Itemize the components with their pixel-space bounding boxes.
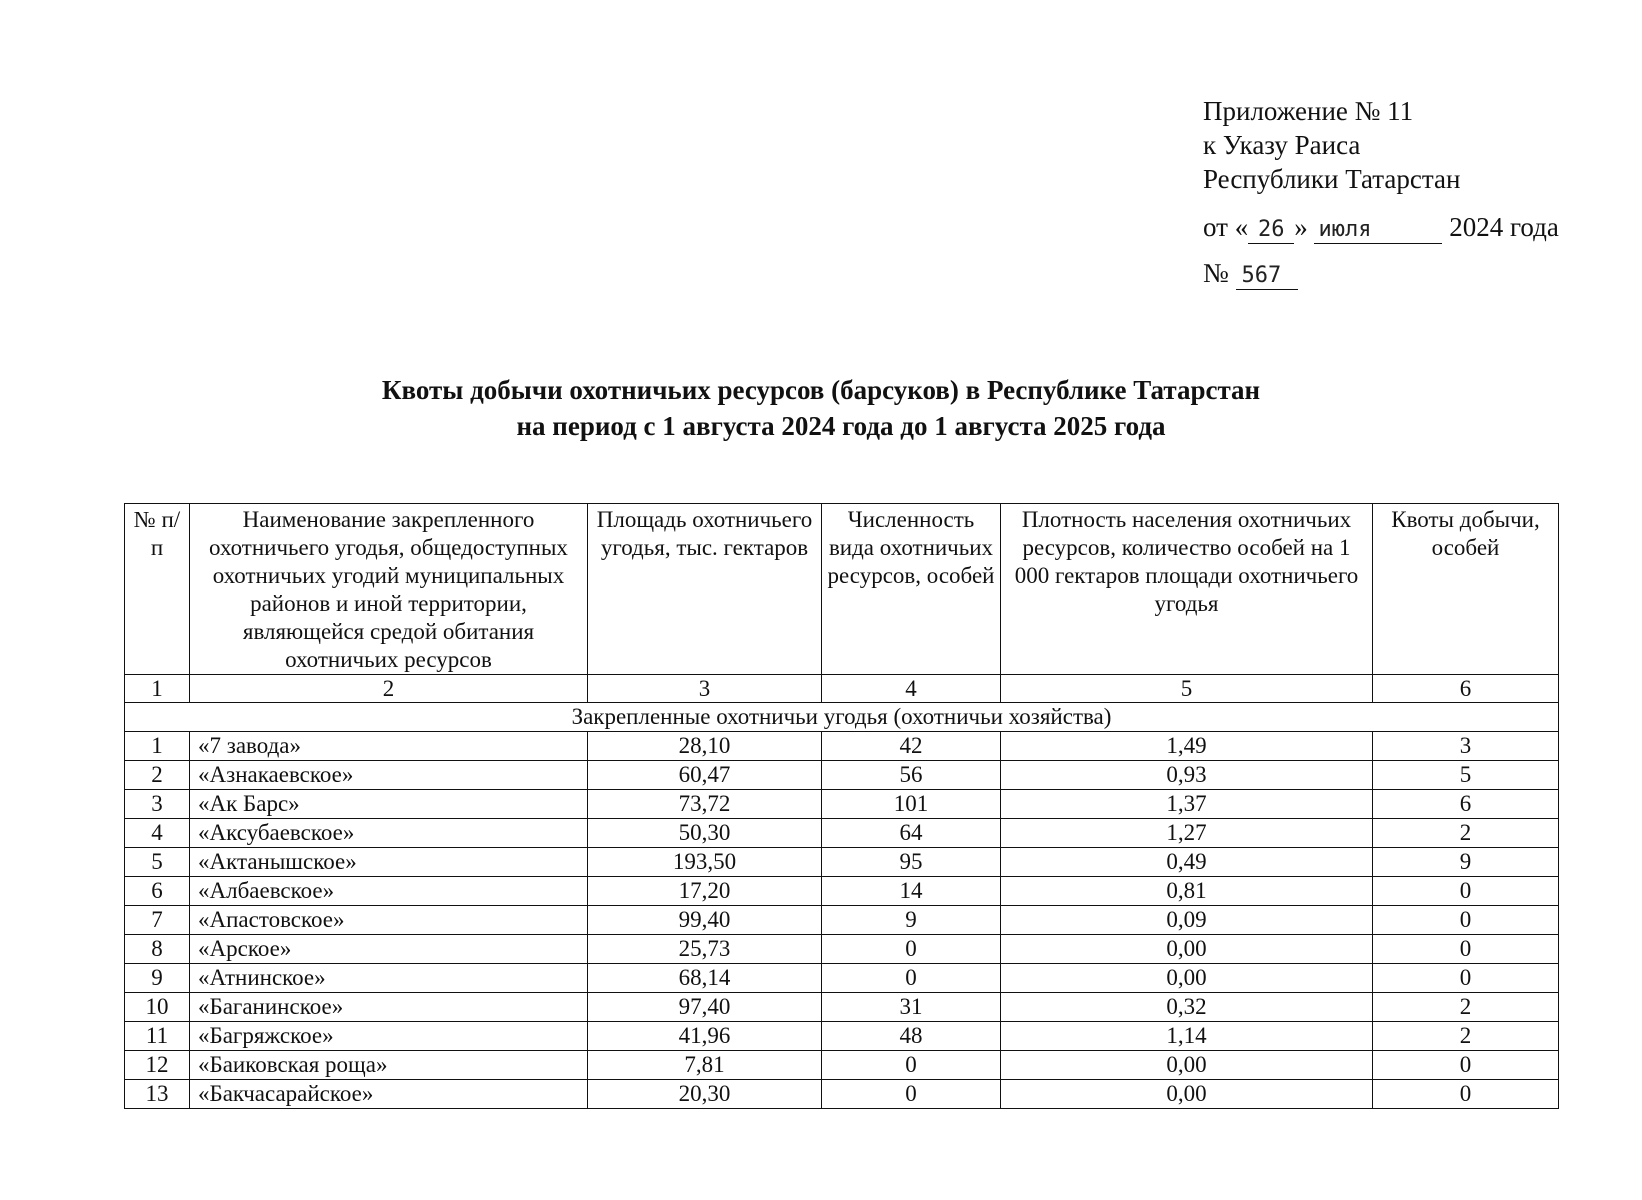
- row-number: 4: [125, 819, 190, 848]
- date-quote-close: »: [1294, 212, 1308, 242]
- appendix-decree-ref: к Указу Раиса: [1203, 130, 1361, 160]
- header-name: Наименование закрепленного охотничьего угодья, общедоступных охотничьих угодий муниципальных районов и иной территории, являющейся средой обитания охотничьих ресурсов: [190, 504, 588, 675]
- hunting-ground-name: «Ак Барс»: [190, 790, 588, 819]
- date-month-handwritten: июля: [1314, 217, 1442, 244]
- date-year: 2024 года: [1449, 212, 1559, 242]
- population-count: 14: [822, 877, 1001, 906]
- population-count: 0: [822, 1080, 1001, 1109]
- date-day-handwritten: 26: [1248, 217, 1294, 244]
- table-body: [125, 732, 1559, 1109]
- population-count: 64: [822, 819, 1001, 848]
- date-prefix: от «: [1203, 212, 1249, 242]
- hunting-ground-name: «7 завода»: [190, 732, 588, 761]
- density-value: 1,27: [1001, 819, 1373, 848]
- area-value: 17,20: [588, 877, 822, 906]
- hunting-ground-name: «Актанышское»: [190, 848, 588, 877]
- area-value: 73,72: [588, 790, 822, 819]
- density-value: 1,14: [1001, 1022, 1373, 1051]
- quota-value: 6: [1373, 790, 1559, 819]
- quota-value: 5: [1373, 761, 1559, 790]
- header-row: [125, 504, 1559, 675]
- row-number: 8: [125, 935, 190, 964]
- header-count: Численность вида охотничьих ресурсов, особей: [822, 504, 1001, 675]
- density-value: 0,93: [1001, 761, 1373, 790]
- hunting-ground-name: «Баганинское»: [190, 993, 588, 1022]
- density-value: 0,32: [1001, 993, 1373, 1022]
- population-count: 95: [822, 848, 1001, 877]
- column-number: 3: [588, 675, 822, 703]
- density-value: 0,00: [1001, 1080, 1373, 1109]
- hunting-ground-name: «Бакчасарайское»: [190, 1080, 588, 1109]
- section-title: Закрепленные охотничьи угодья (охотничьи хозяйства): [125, 703, 1559, 732]
- hunting-ground-name: «Баиковская роща»: [190, 1051, 588, 1080]
- number-prefix: №: [1203, 258, 1229, 288]
- row-number: 6: [125, 877, 190, 906]
- area-value: 7,81: [588, 1051, 822, 1080]
- quota-value: 0: [1373, 877, 1559, 906]
- density-value: 1,37: [1001, 790, 1373, 819]
- table-row: [125, 1051, 1559, 1080]
- area-value: 25,73: [588, 935, 822, 964]
- hunting-ground-name: «Багряжское»: [190, 1022, 588, 1051]
- table-row: [125, 848, 1559, 877]
- density-value: 1,49: [1001, 732, 1373, 761]
- population-count: 0: [822, 1051, 1001, 1080]
- row-number: 1: [125, 732, 190, 761]
- area-value: 97,40: [588, 993, 822, 1022]
- quota-value: 2: [1373, 819, 1559, 848]
- quota-table: [124, 503, 1559, 1109]
- header-number: № п/п: [125, 504, 190, 675]
- row-number: 11: [125, 1022, 190, 1051]
- row-number: 7: [125, 906, 190, 935]
- area-value: 28,10: [588, 732, 822, 761]
- column-number: 6: [1373, 675, 1559, 703]
- density-value: 0,09: [1001, 906, 1373, 935]
- row-number: 9: [125, 964, 190, 993]
- row-number: 10: [125, 993, 190, 1022]
- quota-value: 0: [1373, 906, 1559, 935]
- appendix-title: Приложение № 11: [1203, 96, 1414, 126]
- quota-value: 2: [1373, 993, 1559, 1022]
- header-density: Плотность населения охотничьих ресурсов, количество особей на 1 000 гектаров площади охотничьего угодья: [1001, 504, 1373, 675]
- row-number: 3: [125, 790, 190, 819]
- quota-value: 0: [1373, 1080, 1559, 1109]
- population-count: 42: [822, 732, 1001, 761]
- table-row: [125, 819, 1559, 848]
- hunting-ground-name: «Аксубаевское»: [190, 819, 588, 848]
- quota-value: 0: [1373, 935, 1559, 964]
- table-row: [125, 1080, 1559, 1109]
- appendix-number: [1203, 256, 1603, 290]
- column-number: 1: [125, 675, 190, 703]
- table-row: [125, 935, 1559, 964]
- appendix-date: [1203, 210, 1603, 244]
- area-value: 99,40: [588, 906, 822, 935]
- quota-value: 9: [1373, 848, 1559, 877]
- area-value: 193,50: [588, 848, 822, 877]
- title-line-1: Квоты добычи охотничьих ресурсов (барсуков) в Республике Татарстан: [381, 375, 1261, 405]
- column-number: 4: [822, 675, 1001, 703]
- density-value: 0,00: [1001, 935, 1373, 964]
- density-value: 0,00: [1001, 964, 1373, 993]
- row-number: 13: [125, 1080, 190, 1109]
- area-value: 50,30: [588, 819, 822, 848]
- table-row: [125, 993, 1559, 1022]
- header-quota: Квоты добычи, особей: [1373, 504, 1559, 675]
- hunting-ground-name: «Азнакаевское»: [190, 761, 588, 790]
- table-row: [125, 732, 1559, 761]
- title-line-2: на период с 1 августа 2024 года до 1 августа 2025 года: [516, 411, 1166, 441]
- area-value: 41,96: [588, 1022, 822, 1051]
- density-value: 0,81: [1001, 877, 1373, 906]
- column-number-row: [125, 675, 1559, 703]
- table-row: [125, 761, 1559, 790]
- quota-value: 0: [1373, 1051, 1559, 1080]
- column-number: 5: [1001, 675, 1373, 703]
- area-value: 68,14: [588, 964, 822, 993]
- quota-value: 2: [1373, 1022, 1559, 1051]
- section-row: [125, 703, 1559, 732]
- population-count: 101: [822, 790, 1001, 819]
- appendix-block: [1203, 94, 1603, 290]
- hunting-ground-name: «Атнинское»: [190, 964, 588, 993]
- table-row: [125, 964, 1559, 993]
- document-title: [0, 372, 1642, 444]
- population-count: 0: [822, 935, 1001, 964]
- appendix-republic: Республики Татарстан: [1203, 164, 1461, 194]
- population-count: 31: [822, 993, 1001, 1022]
- row-number: 2: [125, 761, 190, 790]
- table-row: [125, 877, 1559, 906]
- table-row: [125, 1022, 1559, 1051]
- column-number: 2: [190, 675, 588, 703]
- population-count: 56: [822, 761, 1001, 790]
- hunting-ground-name: «Апастовское»: [190, 906, 588, 935]
- row-number: 12: [125, 1051, 190, 1080]
- population-count: 9: [822, 906, 1001, 935]
- hunting-ground-name: «Албаевское»: [190, 877, 588, 906]
- population-count: 0: [822, 964, 1001, 993]
- hunting-ground-name: «Арское»: [190, 935, 588, 964]
- quota-value: 0: [1373, 964, 1559, 993]
- header-area: Площадь охотничьего угодья, тыс. гектаров: [588, 504, 822, 675]
- quota-value: 3: [1373, 732, 1559, 761]
- row-number: 5: [125, 848, 190, 877]
- area-value: 20,30: [588, 1080, 822, 1109]
- area-value: 60,47: [588, 761, 822, 790]
- table-row: [125, 906, 1559, 935]
- table-row: [125, 790, 1559, 819]
- density-value: 0,00: [1001, 1051, 1373, 1080]
- number-value-handwritten: 567: [1236, 263, 1298, 290]
- density-value: 0,49: [1001, 848, 1373, 877]
- population-count: 48: [822, 1022, 1001, 1051]
